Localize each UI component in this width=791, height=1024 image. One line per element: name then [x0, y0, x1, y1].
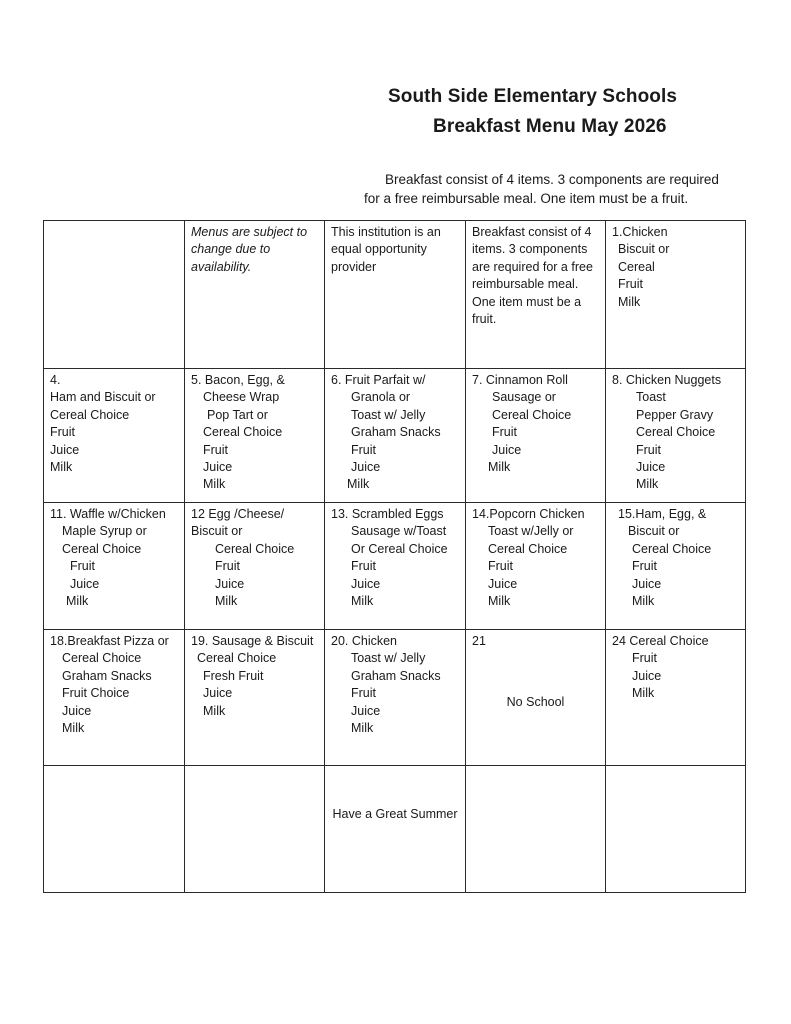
calendar-cell-day-21: [466, 630, 606, 766]
menu-line: Juice: [351, 460, 381, 475]
menu-line: Juice: [203, 460, 233, 475]
menu-line: 12 Egg /Cheese/: [191, 507, 285, 521]
calendar-week-5: [44, 766, 746, 893]
menu-line: Fruit: [215, 559, 240, 574]
menu-line: Fruit Choice: [62, 686, 130, 701]
calendar-cell-day-1: [606, 221, 746, 369]
menu-line: Juice: [488, 576, 518, 591]
menu-line: 24 Cereal Choice: [612, 634, 709, 648]
menu-line: Pop Tart or: [207, 407, 268, 422]
menu-line: Milk: [66, 594, 89, 609]
menu-line: Fruit: [636, 442, 661, 457]
menu-line: Cereal Choice: [492, 407, 572, 422]
menu-line: Biscuit or: [191, 524, 243, 539]
menu-line: Juice: [50, 442, 80, 457]
menu-line: Juice: [632, 668, 662, 683]
day-number: 21: [472, 634, 486, 648]
calendar-cell-day-4: [44, 369, 185, 503]
menu-line: Milk: [203, 477, 226, 492]
menu-line: Pepper Gravy: [636, 407, 714, 422]
menu-line: 6. Fruit Parfait w/: [331, 373, 426, 387]
calendar-cell-day-15: [606, 503, 746, 630]
menu-line: 19. Sausage & Biscuit: [191, 634, 314, 648]
menu-line: Milk: [351, 721, 374, 736]
menu-line: Juice: [492, 442, 522, 457]
menu-line: Toast w/ Jelly: [351, 651, 426, 666]
menu-line: Sausage w/Toast: [351, 524, 447, 539]
menu-line: 11. Waffle w/Chicken: [50, 507, 166, 521]
menu-line: 15.Ham, Egg, &: [618, 507, 707, 521]
menu-header: [0, 0, 791, 215]
menu-line: Cereal Choice: [62, 651, 142, 666]
calendar-week-1: [44, 221, 746, 369]
menu-line: 4.: [50, 373, 61, 387]
menu-line: Maple Syrup or: [62, 524, 147, 539]
menu-line: Fresh Fruit: [203, 668, 264, 683]
calendar-cell-day-11: [44, 503, 185, 630]
menu-line: Milk: [636, 477, 659, 492]
menu-line: Juice: [351, 576, 381, 591]
menu-line: Graham Snacks: [62, 668, 152, 683]
calendar-cell-meal-requirement: [466, 221, 606, 369]
menu-line: 5. Bacon, Egg, &: [191, 373, 285, 387]
menu-line: Fruit: [203, 442, 228, 457]
menu-line: Juice: [62, 703, 92, 718]
menu-line: Milk: [50, 460, 73, 475]
menu-line: Sausage or: [492, 390, 556, 405]
menu-line: Fruit: [351, 686, 376, 701]
menu-line: Or Cereal Choice: [351, 541, 448, 556]
menu-line: Cereal Choice: [215, 541, 295, 556]
calendar-cell-day-13: [325, 503, 466, 630]
menu-line: Juice: [351, 703, 381, 718]
menu-line: Fruit: [351, 442, 376, 457]
calendar-cell-equal-opportunity: [325, 221, 466, 369]
menu-line: Cereal Choice: [488, 541, 568, 556]
menu-line: Cereal Choice: [197, 651, 277, 666]
availability-note: Menus are subject to change due to availability.: [191, 225, 308, 274]
menu-line: Biscuit or: [618, 242, 670, 257]
menu-line: Toast w/ Jelly: [351, 407, 426, 422]
no-school-note: No School: [506, 695, 565, 710]
menu-line: Cereal Choice: [632, 541, 712, 556]
calendar-cell-day-8: [606, 369, 746, 503]
menu-line: 8. Chicken Nuggets: [612, 373, 722, 387]
menu-title: Breakfast Menu May 2026: [433, 116, 667, 137]
menu-line: Cereal Choice: [636, 425, 716, 440]
calendar-cell-empty: [185, 766, 325, 893]
menu-line: Cereal Choice: [50, 407, 130, 422]
menu-line: Fruit: [618, 277, 643, 292]
menu-line: Granola or: [351, 390, 411, 405]
menu-line: 1.Chicken: [612, 225, 668, 239]
menu-line: Milk: [62, 721, 85, 736]
calendar-cell-day-14: [466, 503, 606, 630]
menu-line: Biscuit or: [628, 524, 680, 539]
menu-line: Juice: [215, 576, 245, 591]
menu-line: 13. Scrambled Eggs: [331, 507, 444, 521]
calendar-cell-day-12: [185, 503, 325, 630]
menu-line: Fruit: [632, 559, 657, 574]
menu-line: Milk: [488, 460, 511, 475]
calendar-cell-day-20: [325, 630, 466, 766]
calendar-cell-day-6: [325, 369, 466, 503]
meal-requirement-note-line-1: Breakfast consist of 4 items. 3 components are required: [385, 172, 719, 187]
meal-requirement-note: Breakfast consist of 4 items. 3 components are required for a free reimbursable meal. One item must be a fruit.: [472, 225, 593, 327]
menu-line: Fruit: [70, 559, 95, 574]
menu-line: Ham and Biscuit or: [50, 390, 156, 405]
calendar-cell-empty: [466, 766, 606, 893]
menu-line: Juice: [203, 686, 233, 701]
menu-line: 14.Popcorn Chicken: [472, 507, 585, 521]
calendar-cell-empty: [44, 766, 185, 893]
breakfast-calendar: [43, 220, 746, 893]
school-name: South Side Elementary Schools: [388, 86, 678, 107]
calendar-cell-day-18: [44, 630, 185, 766]
menu-line: Toast: [636, 390, 666, 405]
menu-line: Cereal Choice: [203, 425, 283, 440]
menu-line: Juice: [70, 576, 100, 591]
menu-line: 20. Chicken: [331, 634, 398, 648]
menu-line: Milk: [632, 594, 655, 609]
calendar-cell-day-7: [466, 369, 606, 503]
menu-line: Fruit: [632, 651, 657, 666]
calendar-week-3: [44, 503, 746, 630]
menu-line: Toast w/Jelly or: [488, 524, 574, 539]
calendar-cell-day-24: [606, 630, 746, 766]
menu-line: Cereal: [618, 259, 655, 274]
menu-line: Milk: [632, 686, 655, 701]
menu-line: Cereal Choice: [62, 541, 142, 556]
menu-line: Fruit: [492, 425, 517, 440]
menu-line: Cheese Wrap: [203, 390, 280, 405]
calendar-cell-farewell: [325, 766, 466, 893]
calendar-week-4: [44, 630, 746, 766]
menu-line: 7. Cinnamon Roll: [472, 373, 568, 387]
farewell-message: Have a Great Summer: [332, 807, 458, 821]
menu-line: Juice: [636, 460, 666, 475]
menu-line: Milk: [347, 477, 370, 492]
menu-line: Milk: [488, 594, 511, 609]
calendar-week-2: [44, 369, 746, 503]
menu-line: Milk: [618, 294, 641, 309]
menu-line: Graham Snacks: [351, 668, 441, 683]
meal-requirement-note-line-2: for a free reimbursable meal. One item must be a fruit.: [364, 191, 689, 206]
menu-line: Milk: [215, 594, 238, 609]
menu-line: 18.Breakfast Pizza or: [50, 634, 169, 648]
menu-line: Milk: [203, 703, 226, 718]
calendar-cell-empty: [606, 766, 746, 893]
menu-line: Fruit: [351, 559, 376, 574]
menu-line: Fruit: [488, 559, 513, 574]
calendar-cell-availability-note: [185, 221, 325, 369]
calendar-cell-day-19: [185, 630, 325, 766]
menu-line: Fruit: [50, 425, 75, 440]
calendar-cell-day-5: [185, 369, 325, 503]
calendar-cell-empty: [44, 221, 185, 369]
menu-line: Juice: [632, 576, 662, 591]
menu-line: Milk: [351, 594, 374, 609]
equal-opportunity-note: This institution is an equal opportunity provider: [331, 225, 441, 274]
menu-line: Graham Snacks: [351, 425, 441, 440]
